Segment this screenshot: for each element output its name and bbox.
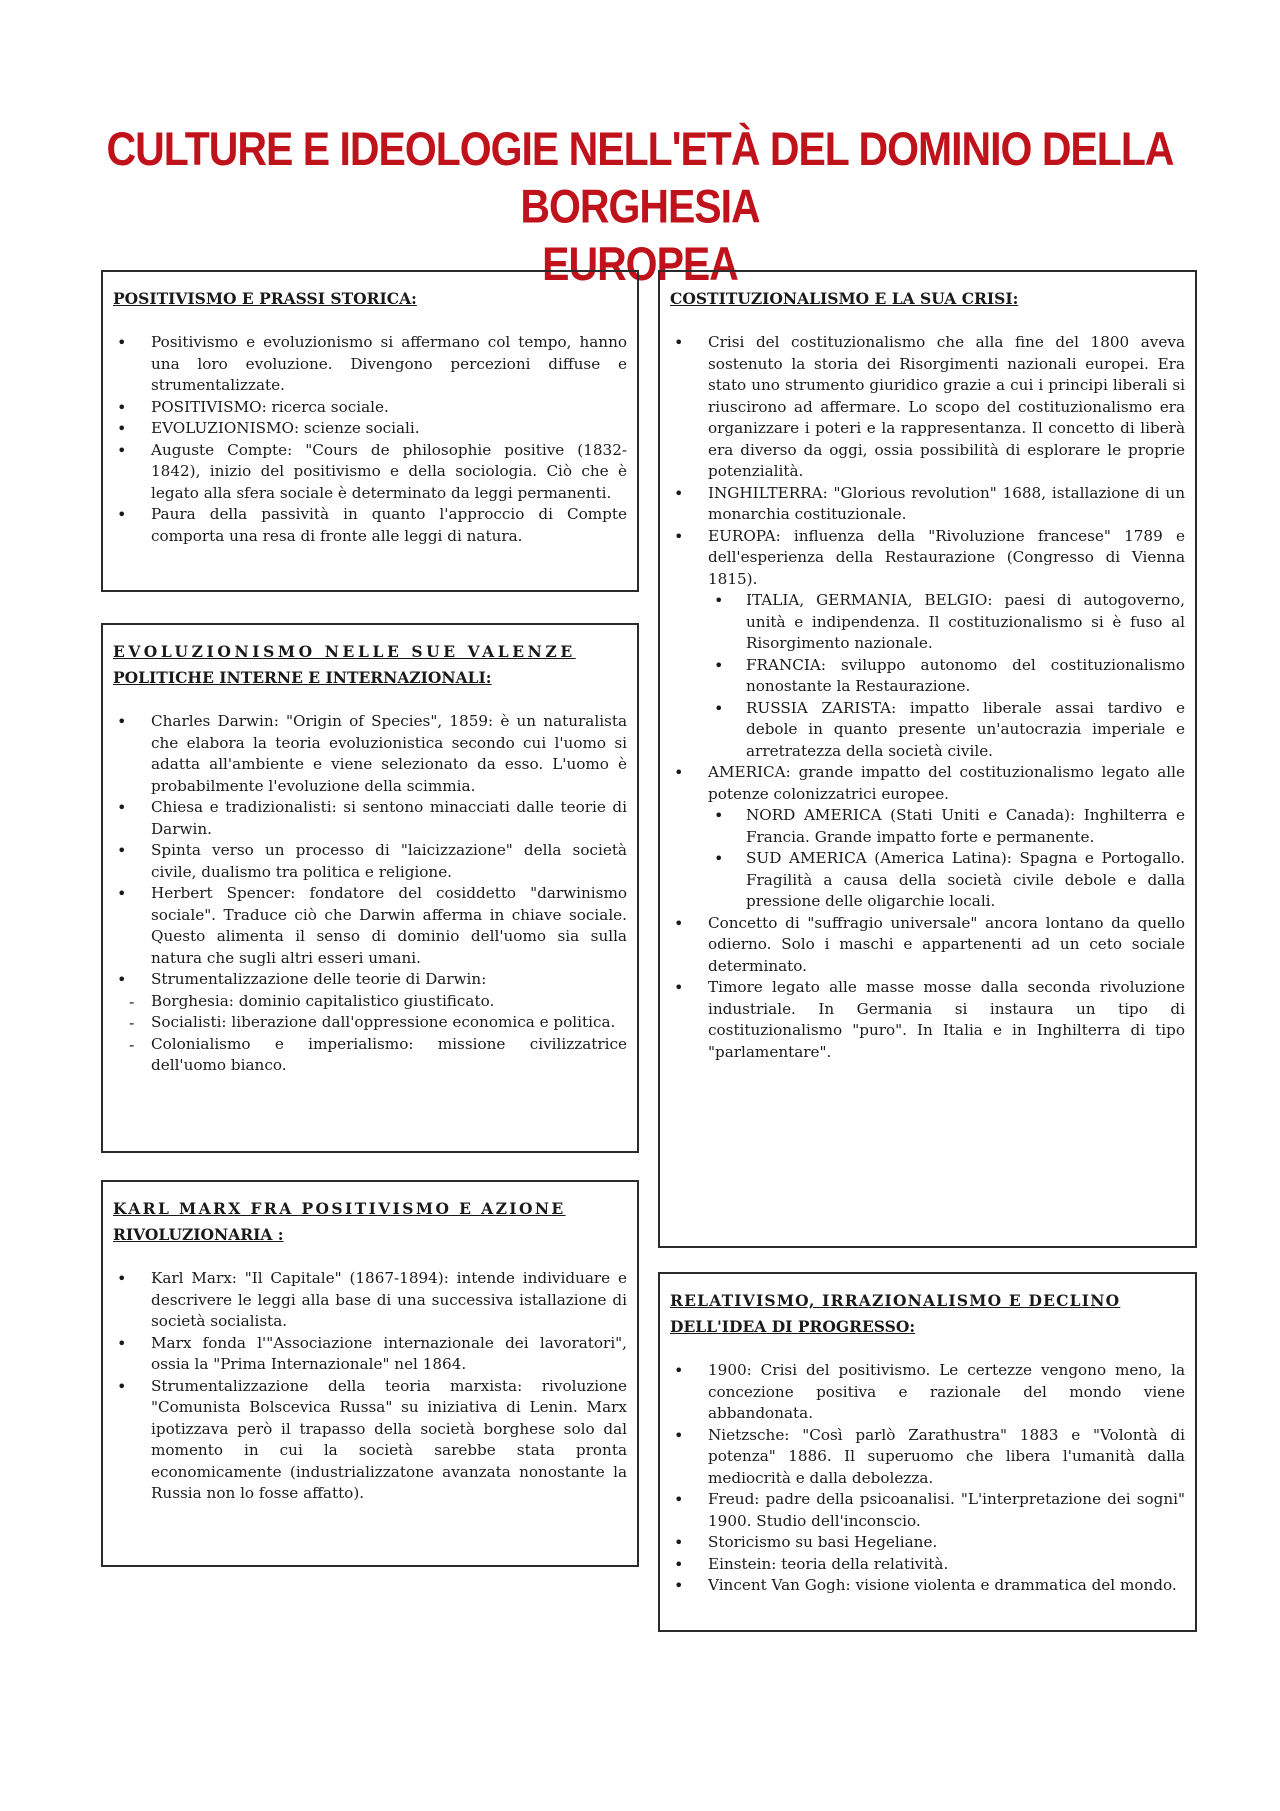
europa-sublist (670, 590, 1185, 762)
list-item: - Colonialismo e imperialismo: missione civilizzatrice dell'uomo bianco. (125, 1034, 627, 1077)
list-item: • Auguste Compte: "Cours de philosophie positive (1832-1842), inizio del positivismo e della sociologia. Ciò che è legato alla sfera sociale è determinato da leggi permanenti. (113, 440, 627, 505)
list-item: • Positivismo e evoluzionismo si affermano col tempo, hanno una loro evoluzione. Divengono percezioni diffuse e strumentalizzate. (113, 332, 627, 397)
list-item: • Strumentalizzazione della teoria marxista: rivoluzione "Comunista Bolscevica Russa" su iniziativa di Lenin. Marx ipotizzava però il trapasso della società borghese solo dal momento in cui la società sarebbe stata pronta economicamente (industrializzatone avanzata nonostante la Russia non lo fosse affatto). (113, 1376, 627, 1505)
list-item: • Crisi del costituzionalismo che alla fine del 1800 aveva sostenuto la storia dei Risorgimenti nazionali europei. Era stato uno strumento giuridico grazie a cui i principi liberali si riuscirono ad affermare. Lo scopo del costituzionalismo era organizzare i poteri e la rappresentanza. Il concetto di liberà era diverso da oggi, ossia possibilità di esplorare le proprie potenzialità. (670, 332, 1185, 483)
list-item: • Concetto di "suffragio universale" ancora lontano da quello odierno. Solo i maschi e appartenenti ad un ceto sociale determinato. (670, 913, 1185, 978)
marx-heading-line1: KARL MARX FRA POSITIVISMO E AZIONE (113, 1199, 566, 1218)
costituzionalismo-heading: COSTITUZIONALISMO E LA SUA CRISI: (670, 289, 1019, 308)
positivismo-heading: POSITIVISMO E PRASSI STORICA: (113, 289, 417, 308)
list-item: • INGHILTERRA: "Glorious revolution" 1688, istallazione di un monarchia costituzionale. (670, 483, 1185, 526)
marx-heading-line2: RIVOLUZIONARIA : (113, 1225, 284, 1244)
list-item: • Strumentalizzazione delle teorie di Darwin: (113, 969, 627, 991)
list-item: • Spinta verso un processo di "laicizzazione" della società civile, dualismo tra politica e religione. (113, 840, 627, 883)
marx-box (101, 1180, 639, 1567)
marx-heading (113, 1196, 627, 1248)
positivismo-box (101, 270, 639, 592)
page-title-line1: CULTURE E IDEOLOGIE NELL'ETÀ DEL DOMINIO DELLA BORGHESIA (106, 122, 1174, 233)
list-item: • Nietzsche: "Così parlò Zarathustra" 1883 e "Volontà di potenza" 1886. Il superuomo che libera l'umanità dalla mediocrità e dalla debolezza. (670, 1425, 1185, 1490)
list-item: - Borghesia: dominio capitalistico giustificato. (125, 991, 627, 1013)
evoluzionismo-sublist (113, 991, 627, 1077)
costituzionalismo-list-a (670, 332, 1185, 590)
marx-list (113, 1268, 627, 1505)
costituzionalismo-list-c (670, 913, 1185, 1064)
list-item: • FRANCIA: sviluppo autonomo del costituzionalismo nonostante la Restaurazione. (710, 655, 1185, 698)
list-item: • AMERICA: grande impatto del costituzionalismo legato alle potenze colonizzatrici europee. (670, 762, 1185, 805)
evoluzionismo-list (113, 711, 627, 991)
america-sublist (670, 805, 1185, 913)
list-item: • NORD AMERICA (Stati Uniti e Canada): Inghilterra e Francia. Grande impatto forte e permanente. (710, 805, 1185, 848)
list-item: • Marx fonda l'"Associazione internazionale dei lavoratori", ossia la "Prima Internazionale" nel 1864. (113, 1333, 627, 1376)
list-item: • Timore legato alle masse mosse dalla seconda rivoluzione industriale. In Germania si instaura un tipo di costituzionalismo "puro". In Italia e in Inghilterra di tipo "parlamentare". (670, 977, 1185, 1063)
relativismo-heading (670, 1288, 1185, 1340)
list-item: • Freud: padre della psicoanalisi. "L'interpretazione dei sogni" 1900. Studio dell'inconscio. (670, 1489, 1185, 1532)
page-title-line2: EUROPEA (542, 237, 738, 291)
evoluzionismo-heading (113, 639, 627, 691)
list-item: • EVOLUZIONISMO: scienze sociali. (113, 418, 627, 440)
list-item: • 1900: Crisi del positivismo. Le certezze vengono meno, la concezione positiva e razionale del mondo viene abbandonata. (670, 1360, 1185, 1425)
list-item: • RUSSIA ZARISTA: impatto liberale assai tardivo e debole in quanto presente un'autocrazia imperiale e arretratezza della società civile. (710, 698, 1185, 763)
evoluzionismo-heading-line1: EVOLUZIONISMO NELLE SUE VALENZE (113, 642, 576, 661)
page-title (90, 120, 1190, 293)
list-item: • Einstein: teoria della relatività. (670, 1554, 1185, 1576)
relativismo-list (670, 1360, 1185, 1597)
list-item: • Paura della passività in quanto l'approccio di Compte comporta una resa di fronte alle leggi di natura. (113, 504, 627, 547)
list-item: • Vincent Van Gogh: visione violenta e drammatica del mondo. (670, 1575, 1185, 1597)
list-item: • EUROPA: influenza della "Rivoluzione francese" 1789 e dell'esperienza della Restaurazione (Congresso di Vienna 1815). (670, 526, 1185, 591)
relativismo-heading-line2: DELL'IDEA DI PROGRESSO: (670, 1317, 916, 1336)
positivismo-list (113, 332, 627, 547)
list-item: • Charles Darwin: "Origin of Species", 1859: è un naturalista che elabora la teoria evoluzionistica secondo cui l'uomo si adatta all'ambiente e viene selezionato da esso. L'uomo è probabilmente l'evoluzione della scimmia. (113, 711, 627, 797)
list-item: • POSITIVISMO: ricerca sociale. (113, 397, 627, 419)
list-item: • ITALIA, GERMANIA, BELGIO: paesi di autogoverno, unità e indipendenza. Il costituzionalismo si è fuso al Risorgimento nazionale. (710, 590, 1185, 655)
list-item: • Storicismo su basi Hegeliane. (670, 1532, 1185, 1554)
costituzionalismo-box (658, 270, 1197, 1248)
evoluzionismo-heading-line2: POLITICHE INTERNE E INTERNAZIONALI: (113, 668, 492, 687)
evoluzionismo-box (101, 623, 639, 1153)
list-item: • Chiesa e tradizionalisti: si sentono minacciati dalle teorie di Darwin. (113, 797, 627, 840)
relativismo-box (658, 1272, 1197, 1632)
relativismo-heading-line1: RELATIVISMO, IRRAZIONALISMO E DECLINO (670, 1291, 1121, 1310)
list-item: • Karl Marx: "Il Capitale" (1867-1894): intende individuare e descrivere le leggi alla base di una successiva istallazione di società socialista. (113, 1268, 627, 1333)
list-item: - Socialisti: liberazione dall'oppressione economica e politica. (125, 1012, 627, 1034)
list-item: • SUD AMERICA (America Latina): Spagna e Portogallo. Fragilità a causa della società civile debole e dalla pressione delle oligarchie locali. (710, 848, 1185, 913)
list-item: • Herbert Spencer: fondatore del cosiddetto "darwinismo sociale". Traduce ciò che Darwin afferma in chiave sociale. Questo alimenta il senso di dominio dell'uomo sia sulla natura che sugli altri esseri umani. (113, 883, 627, 969)
costituzionalismo-list-b (670, 762, 1185, 805)
